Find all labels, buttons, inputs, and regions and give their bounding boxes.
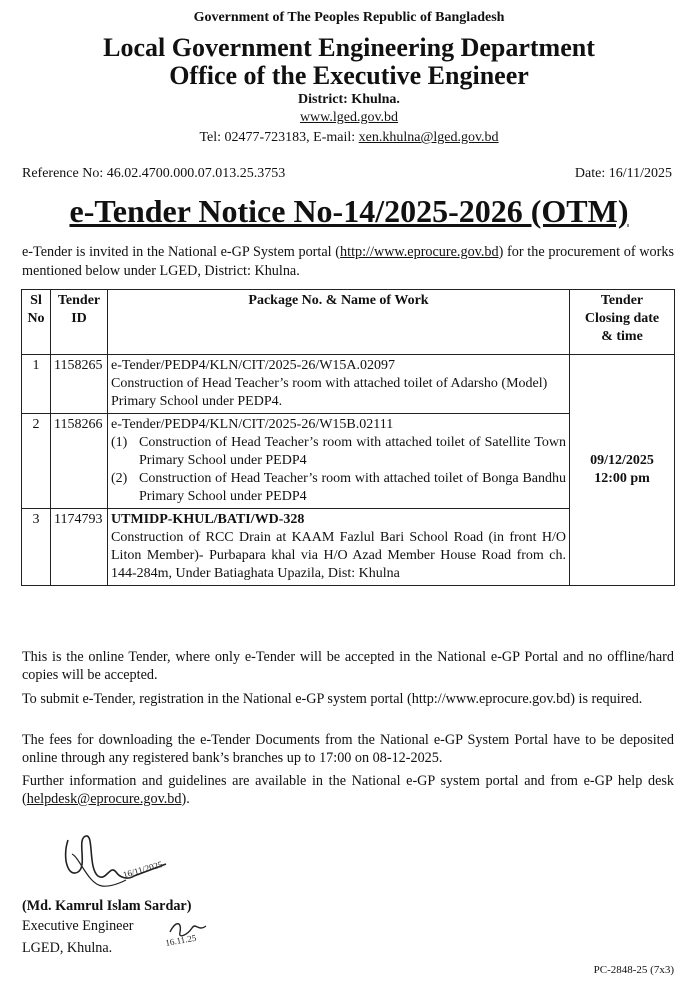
- header-sl-line2: No: [27, 311, 45, 326]
- intro-text-before: e-Tender is invited in the National e-GP System portal (: [22, 244, 341, 260]
- header-contact-line: [0, 130, 698, 146]
- header-sl-line1: Sl: [30, 293, 42, 308]
- row1-sl: 1: [22, 355, 51, 414]
- paragraph-registration: To submit e-Tender, registration in the National e-GP system portal (http://www.eprocure.gov.bd) is required.: [22, 691, 643, 707]
- signatory-office: LGED, Khulna.: [22, 940, 113, 956]
- header-district: District: Khulna.: [298, 92, 400, 107]
- row1-work: [108, 355, 570, 414]
- header-sl: [22, 290, 51, 355]
- header-office: Office of the Executive Engineer: [169, 61, 529, 90]
- signature-graphic: [58, 828, 178, 898]
- header-id-line2: ID: [71, 311, 87, 326]
- table-header-row: [22, 290, 675, 355]
- email-link[interactable]: xen.khulna@lged.gov.bd: [358, 130, 499, 145]
- row3-sl: 3: [22, 509, 51, 586]
- row3-work: [108, 509, 570, 586]
- row2-item1-text: Construction of Head Teacher’s room with attached toilet of Satellite Town Primary School under PEDP4: [139, 435, 566, 468]
- header-id-line1: Tender: [57, 293, 101, 308]
- row3-work-text: Construction of RCC Drain at KAAM Fazlul Bari School Road (in front H/O Liton Member)- Purbapara khal via H/O Azad Member House Road from ch. 144-284m, Under Batiaghata Upazila, Dist: Khulna: [111, 530, 566, 581]
- header-tender-id: [51, 290, 108, 355]
- paragraph-online-tender: This is the online Tender, where only e-Tender will be accepted in the National e-GP Portal and no offline/hard copies will be accepted.: [22, 649, 674, 683]
- notice-title: e-Tender Notice No-14/2025-2026 (OTM): [69, 193, 629, 229]
- paragraph-further-info: [22, 772, 674, 808]
- website-link[interactable]: www.lged.gov.bd: [299, 110, 399, 125]
- row1-tender-id: 1158265: [51, 355, 108, 414]
- row3-package: UTMIDP-KHUL/BATI/WD-328: [111, 512, 305, 527]
- header-close-line2: Closing date: [584, 311, 660, 326]
- row2-item1-num: (1): [111, 435, 128, 450]
- initials-date-text: 16.11.25: [164, 932, 198, 948]
- tender-table: [21, 289, 675, 586]
- row2-item2-num: (2): [111, 471, 128, 486]
- footer-code: PC-2848-25 (7x3): [593, 964, 674, 976]
- row2-package: e-Tender/PEDP4/KLN/CIT/2025-26/W15B.02111: [111, 417, 394, 432]
- p4-text-after: ).: [181, 791, 190, 807]
- row2-item2-text: Construction of Head Teacher’s room with attached toilet of Bonga Bandhu Primary School under PEDP4: [139, 471, 566, 504]
- paragraph-fees: The fees for downloading the e-Tender Documents from the National e-GP System Portal have to be deposited online through any registered bank’s branches up to 17:00 on 08-12-2025.: [22, 732, 674, 766]
- row2-item2: [111, 470, 566, 506]
- header-work: Package No. & Name of Work: [108, 290, 570, 355]
- row2-work: [108, 414, 570, 509]
- p4-text-before: Further information and guidelines are available in the National e-GP system portal and from e-GP help desk (: [22, 773, 674, 807]
- header-close-line1: Tender: [600, 293, 644, 308]
- tel-label: Tel: 02477-723183, E-mail:: [199, 130, 356, 145]
- closing-date-cell: [570, 355, 675, 586]
- table-row: [22, 355, 675, 414]
- intro-paragraph: [22, 243, 674, 281]
- signatory-name: (Md. Kamrul Islam Sardar): [22, 898, 192, 914]
- header-website-line: [0, 110, 698, 126]
- row1-work-line1: Construction of Head Teacher’s room with attached toilet of Adarsho (Model): [111, 376, 548, 391]
- row1-package: e-Tender/PEDP4/KLN/CIT/2025-26/W15A.02097: [111, 358, 396, 373]
- row2-tender-id: 1158266: [51, 414, 108, 509]
- row2-item1: [111, 434, 566, 470]
- initials-graphic: [162, 910, 222, 950]
- row1-work-line2: Primary School under PEDP4.: [111, 394, 283, 409]
- intro-text-after: ) for the procurement of works mentioned below under LGED, District: Khulna.: [22, 244, 674, 279]
- row3-tender-id: 1174793: [51, 509, 108, 586]
- helpdesk-email-link[interactable]: helpdesk@eprocure.gov.bd: [26, 791, 182, 807]
- header-close-line3: & time: [601, 329, 643, 344]
- reference-no: Reference No: 46.02.4700.000.07.013.25.3753: [22, 166, 286, 181]
- header-government: Government of The Peoples Republic of Bangladesh: [193, 10, 505, 25]
- header-closing: [570, 290, 675, 355]
- eprocure-link[interactable]: http://www.eprocure.gov.bd: [340, 244, 499, 260]
- row2-sl: 2: [22, 414, 51, 509]
- closing-time: 12:00 pm: [594, 471, 650, 486]
- closing-date: 09/12/2025: [590, 453, 654, 468]
- signature-date-text: 16/11/2025: [121, 859, 164, 880]
- signatory-designation: Executive Engineer: [22, 918, 134, 934]
- header-department: Local Government Engineering Department: [103, 33, 595, 62]
- notice-date: Date: 16/11/2025: [574, 166, 672, 181]
